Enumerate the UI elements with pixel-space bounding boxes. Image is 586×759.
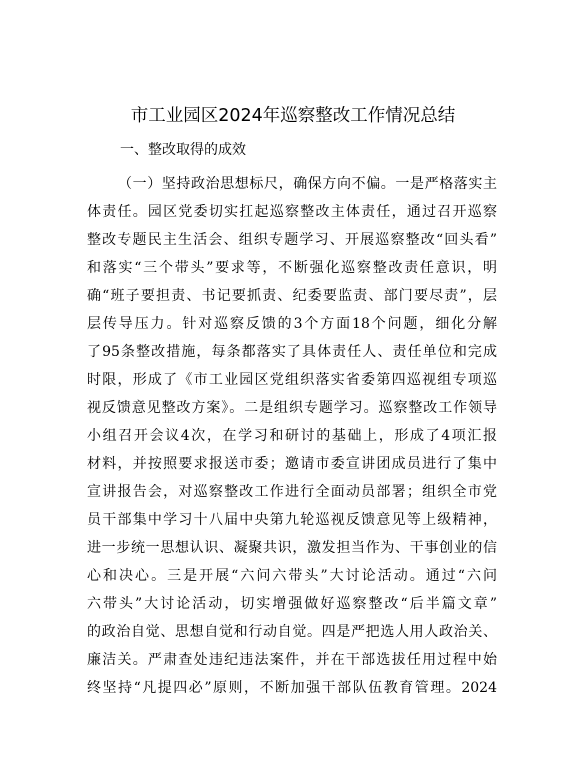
document-title: 市工业园区2024年巡察整改工作情况总结 <box>130 106 456 126</box>
paragraph-line: 的政治自觉、思想自觉和行动自觉。四是严把选人用人政治关、 <box>87 624 497 640</box>
paragraph-line: 整改专题民主生活会、组织专题学习、开展巡察整改“回头看” <box>87 232 497 248</box>
paragraph-line: 体责任。园区党委切实扛起巡察整改主体责任，通过召开巡察 <box>87 204 497 220</box>
paragraph-line: 了95条整改措施，每条都落实了具体责任人、责任单位和完成 <box>87 344 497 360</box>
paragraph-line: 心和决心。三是开展“六问六带头”大讨论活动。通过“六问 <box>87 568 497 584</box>
paragraph-line: （一）坚持政治思想标尺，确保方向不偏。一是严格落实主 <box>118 176 497 192</box>
paragraph-line: 进一步统一思想认识、凝聚共识，激发担当作为、干事创业的信 <box>87 540 497 556</box>
paragraph-line: 视反馈意见整改方案》。二是组织专题学习。巡察整改工作领导 <box>87 400 497 416</box>
paragraph-line: 宣讲报告会，对巡察整改工作进行全面动员部署；组织全市党 <box>87 484 497 500</box>
paragraph-line: 材料，并按照要求报送市委；邀请市委宣讲团成员进行了集中 <box>87 456 497 472</box>
paragraph-line: 廉洁关。严肃查处违纪违法案件，并在干部选拔任用过程中始 <box>87 652 497 668</box>
paragraph-line: 终坚持“凡提四必”原则，不断加强干部队伍教育管理。2024 <box>87 680 497 696</box>
paragraph-line: 六带头”大讨论活动，切实增强做好巡察整改“后半篇文章” <box>87 596 497 612</box>
paragraph-line: 和落实“三个带头”要求等，不断强化巡察整改责任意识，明 <box>87 260 497 276</box>
paragraph-line: 确“班子要担责、书记要抓责、纪委要监责、部门要尽责”，层 <box>87 288 497 304</box>
paragraph-line: 层传导压力。针对巡察反馈的3个方面18个问题，细化分解 <box>87 316 497 332</box>
paragraph-line: 小组召开会议4次，在学习和研讨的基础上，形成了4项汇报 <box>87 428 497 444</box>
paragraph-line: 时限，形成了《市工业园区党组织落实省委第四巡视组专项巡 <box>87 372 497 388</box>
paragraph-line: 员干部集中学习十八届中央第九轮巡视反馈意见等上级精神， <box>87 512 497 528</box>
section-heading: 一、整改取得的成效 <box>120 142 246 158</box>
